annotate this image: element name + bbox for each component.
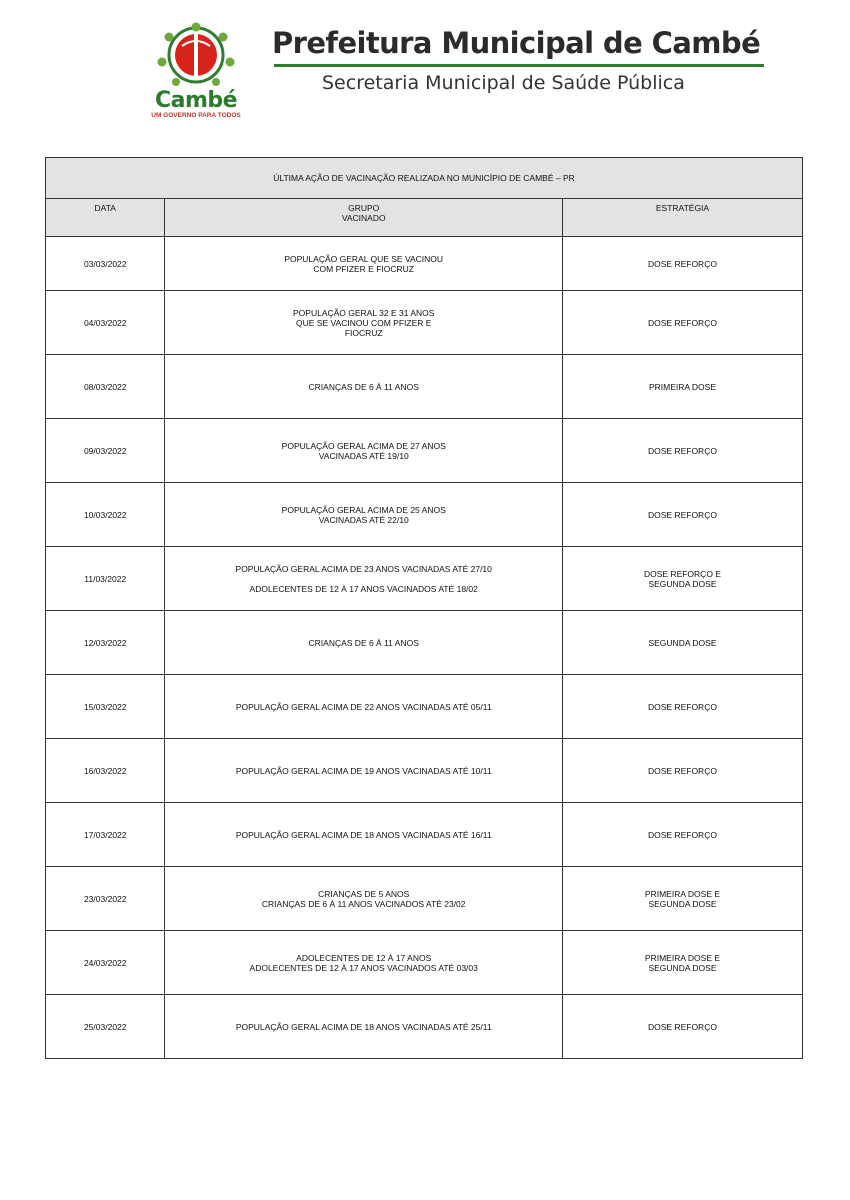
group-line: POPULAÇÃO GERAL ACIMA DE 27 ANOS [281,440,446,451]
table-row [46,547,803,611]
table-row [46,675,803,739]
table-row [46,291,803,355]
header-divider [274,64,764,67]
cell-strategy [562,237,802,291]
cell-strategy [562,931,802,995]
strategy-line: DOSE REFORÇO [648,509,717,520]
column-header-date: DATA [46,199,165,237]
cell-date: 09/03/2022 [46,419,165,483]
table-row [46,611,803,675]
group-line: POPULAÇÃO GERAL ACIMA DE 18 ANOS VACINADAS ATÉ 25/11 [235,1021,492,1032]
cell-strategy [562,291,802,355]
group-line: POPULAÇÃO GERAL ACIMA DE 25 ANOS [281,504,446,515]
logo-wordmark: Cambé [154,88,238,113]
cell-group [165,739,563,803]
cambe-logo [140,22,252,122]
cell-group [165,291,563,355]
strategy-line: DOSE REFORÇO E [643,568,721,579]
strategy-line: DOSE REFORÇO [648,1021,717,1032]
table-row [46,995,803,1059]
strategy-line: DOSE REFORÇO [648,258,717,269]
cell-strategy [562,803,802,867]
page-subtitle: Secretaria Municipal de Saúde Pública [322,72,685,94]
cell-strategy [562,739,802,803]
cell-group [165,237,563,291]
strategy-line: PRIMEIRA DOSE E [644,888,721,899]
cell-date: 17/03/2022 [46,803,165,867]
cambe-emblem-icon [146,22,246,88]
group-line: CRIANÇAS DE 6 À 11 ANOS [308,637,419,648]
cell-date: 10/03/2022 [46,483,165,547]
table-body [46,237,803,1059]
group-line: ADOLECENTES DE 12 À 17 ANOS VACINADOS ATÉ 18/02 [249,583,478,594]
cell-strategy [562,675,802,739]
group-line: CRIANÇAS DE 6 À 11 ANOS VACINADOS ATÉ 23/02 [261,898,466,909]
column-header-group [165,199,563,237]
cell-date: 25/03/2022 [46,995,165,1059]
strategy-line: DOSE REFORÇO [648,829,717,840]
cell-group [165,675,563,739]
line-spacer [171,574,556,584]
cell-date: 04/03/2022 [46,291,165,355]
strategy-line: SEGUNDA DOSE [648,578,717,589]
cell-strategy [562,611,802,675]
cell-group [165,995,563,1059]
cell-group [165,931,563,995]
group-line: POPULAÇÃO GERAL ACIMA DE 19 ANOS VACINADAS ATÉ 10/11 [235,765,492,776]
group-line: POPULAÇÃO GERAL ACIMA DE 23 ANOS VACINADAS ATÉ 27/10 [235,563,492,574]
table-row [46,931,803,995]
cell-strategy [562,867,802,931]
group-line: QUE SE VACINOU COM PFIZER E [296,317,432,328]
group-line: ADOLECENTES DE 12 À 17 ANOS VACINADOS ATÉ 03/03 [249,962,478,973]
group-line: POPULAÇÃO GERAL ACIMA DE 18 ANOS VACINADAS ATÉ 16/11 [235,829,492,840]
cell-date: 03/03/2022 [46,237,165,291]
group-line: FIOCRUZ [344,327,383,338]
cell-date: 16/03/2022 [46,739,165,803]
cell-date: 23/03/2022 [46,867,165,931]
table-row [46,867,803,931]
cell-strategy [562,483,802,547]
cell-date: 12/03/2022 [46,611,165,675]
cell-date: 24/03/2022 [46,931,165,995]
group-line: VACINADAS ATÉ 19/10 [318,450,409,461]
table-row [46,739,803,803]
vaccination-table [45,157,803,1059]
cell-date: 15/03/2022 [46,675,165,739]
logo-tagline: UM GOVERNO PARA TODOS [151,112,241,119]
cell-group [165,483,563,547]
table-row [46,419,803,483]
cell-strategy [562,547,802,611]
cell-strategy [562,995,802,1059]
table-row [46,355,803,419]
table-row [46,803,803,867]
cell-strategy [562,355,802,419]
group-line: POPULAÇÃO GERAL ACIMA DE 22 ANOS VACINADAS ATÉ 05/11 [235,701,492,712]
cell-group [165,611,563,675]
cell-date: 08/03/2022 [46,355,165,419]
column-header-strategy: ESTRATÉGIA [562,199,802,237]
group-line: CRIANÇAS DE 6 À 11 ANOS [308,381,419,392]
group-line: VACINADAS ATÉ 22/10 [318,514,409,525]
cell-group [165,547,563,611]
page-title: Prefeitura Municipal de Cambé [272,26,761,60]
strategy-line: DOSE REFORÇO [648,317,717,328]
strategy-line: SEGUNDA DOSE [648,898,717,909]
strategy-line: DOSE REFORÇO [648,701,717,712]
table-row [46,237,803,291]
strategy-line: SEGUNDA DOSE [648,637,717,648]
table-caption: ÚLTIMA AÇÃO DE VACINAÇÃO REALIZADA NO MUNICÍPIO DE CAMBÉ – PR [46,158,803,199]
strategy-line: PRIMEIRA DOSE E [644,952,721,963]
cell-date: 11/03/2022 [46,547,165,611]
strategy-line: DOSE REFORÇO [648,765,717,776]
strategy-line: PRIMEIRA DOSE [648,381,717,392]
cell-group [165,803,563,867]
column-header-group-line1: GRUPO [348,203,380,213]
table-row [46,483,803,547]
group-line: POPULAÇÃO GERAL QUE SE VACINOU [284,253,444,264]
group-line: POPULAÇÃO GERAL 32 E 31 ANOS [293,307,435,318]
group-line: CRIANÇAS DE 5 ANOS [318,888,410,899]
group-line: ADOLECENTES DE 12 À 17 ANOS [296,952,432,963]
group-line: COM PFIZER E FIOCRUZ [313,263,414,274]
cell-group [165,355,563,419]
cell-group [165,867,563,931]
cell-group [165,419,563,483]
strategy-line: DOSE REFORÇO [648,445,717,456]
column-header-group-line2: VACINADO [341,213,386,223]
strategy-line: SEGUNDA DOSE [648,962,717,973]
cell-strategy [562,419,802,483]
